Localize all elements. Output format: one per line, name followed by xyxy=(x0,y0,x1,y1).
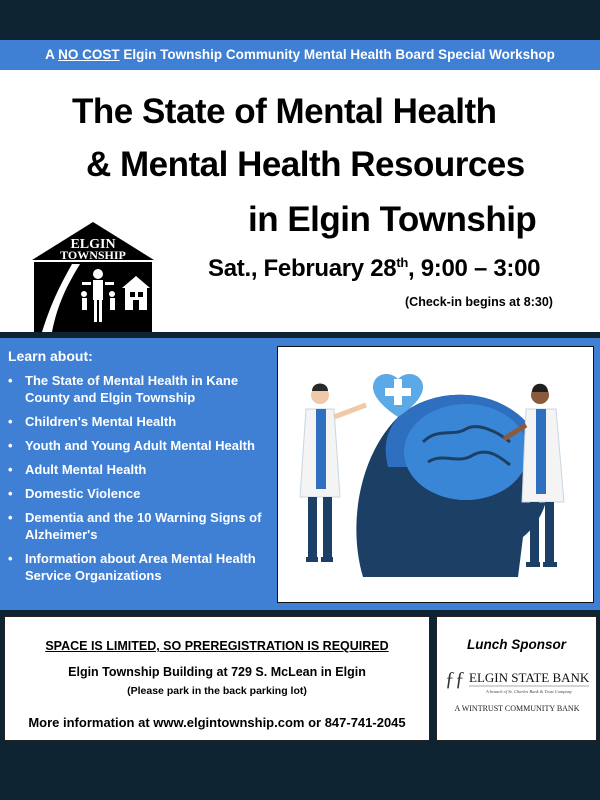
info-box xyxy=(4,616,430,741)
wintrust-line: A WINTRUST COMMUNITY BANK xyxy=(454,704,580,713)
event-date xyxy=(208,255,540,283)
title-area xyxy=(0,70,600,332)
learn-item: • Adult Mental Health xyxy=(8,461,278,478)
banner-rest: Elgin Township Community Mental Health Board Special Workshop xyxy=(123,47,555,62)
learn-section xyxy=(0,338,600,610)
logo-line-1: ELGIN xyxy=(70,237,116,252)
bank-tagline: A branch of St. Charles Bank & Trust Company xyxy=(485,689,573,694)
checkin-note: (Check-in begins at 8:30) xyxy=(405,295,553,309)
illustration-frame xyxy=(277,346,594,603)
learn-item: • Youth and Young Adult Mental Health xyxy=(8,437,278,454)
learn-item: • Children's Mental Health xyxy=(8,413,278,430)
bank-name: ELGIN STATE BANK xyxy=(469,670,590,685)
elgin-township-logo xyxy=(28,220,158,335)
mental-health-illustration xyxy=(278,347,593,602)
learn-item: • Dementia and the 10 Warning Signs of Alzheimer's xyxy=(8,509,278,543)
footer-band xyxy=(0,745,600,800)
logo-line-2: TOWNSHIP xyxy=(60,248,126,262)
title-line-2: & Mental Health Resources xyxy=(86,145,525,184)
parking-note: (Please park in the back parking lot) xyxy=(127,685,307,697)
svg-text:ƒƒ: ƒƒ xyxy=(445,668,465,690)
banner-emphasis: NO COST xyxy=(58,47,120,62)
learn-list xyxy=(8,372,278,591)
learn-item: • The State of Mental Health in Kane County and Elgin Township xyxy=(8,372,278,406)
date-suffix: , 9:00 – 3:00 xyxy=(408,255,541,282)
date-sup: th xyxy=(396,255,408,270)
learn-item: • Domestic Violence xyxy=(8,485,278,502)
top-band xyxy=(0,0,600,40)
date-prefix: Sat., February 28 xyxy=(208,255,397,282)
more-info-line: More information at www.elgintownship.com or 847-741-2045 xyxy=(28,715,406,730)
registration-notice: SPACE IS LIMITED, SO PREREGISTRATION IS REQUIRED xyxy=(45,639,389,653)
title-line-1: The State of Mental Health xyxy=(72,92,497,131)
learn-item: • Information about Area Mental Health Service Organizations xyxy=(8,550,278,584)
bottom-section xyxy=(0,610,600,745)
sponsor-box xyxy=(436,616,597,741)
sponsor-heading: Lunch Sponsor xyxy=(467,637,566,652)
location-line: Elgin Township Building at 729 S. McLean in Elgin xyxy=(68,665,366,679)
title-line-3: in Elgin Township xyxy=(248,200,537,239)
banner-prefix: A xyxy=(45,47,55,62)
banner xyxy=(0,40,600,70)
elgin-state-bank-logo xyxy=(443,663,591,723)
learn-heading: Learn about: xyxy=(8,348,93,364)
